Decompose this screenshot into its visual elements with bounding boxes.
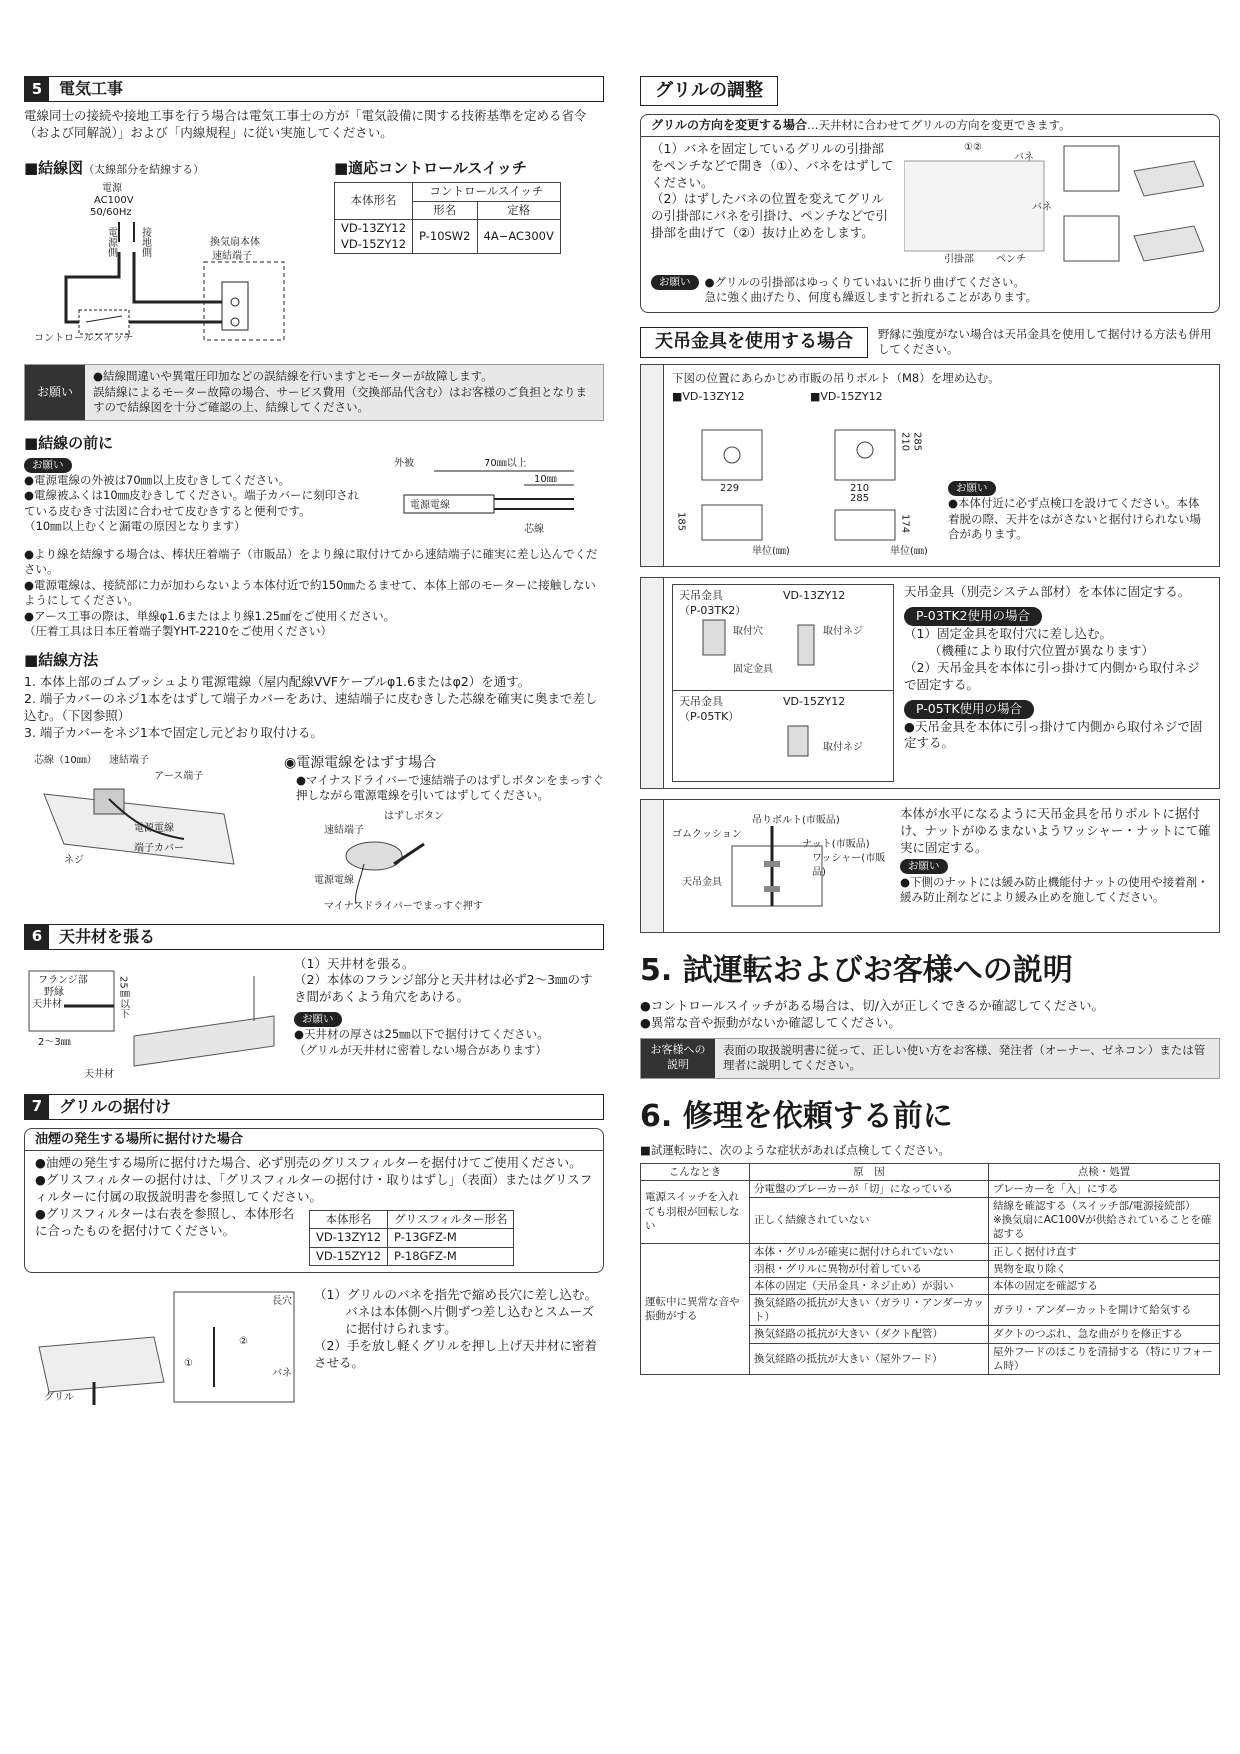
oil-row	[35, 1206, 593, 1267]
pill: P-05TK使用の場合	[904, 700, 1034, 719]
grill-adjust-heading: グリルの調整	[640, 76, 778, 106]
detail-box	[732, 846, 822, 906]
label-ceiling: 天井材	[32, 998, 62, 1010]
method-item: 3. 端子カバーをネジ1本で固定し元どおり取付ける。	[24, 724, 323, 740]
section-6-header	[24, 924, 604, 950]
dim-285b: 285	[850, 493, 870, 505]
bracket-l1: 取付ネジ	[823, 742, 863, 754]
td-cause: 換気経路の抵抗が大きい（ガラリ・アンダーカット）	[750, 1295, 989, 1326]
wiring-diagram-block	[24, 150, 314, 342]
remove-driver: マイナスドライバーでまっすぐ押す	[324, 900, 483, 912]
grill-adjust-diagram	[904, 141, 1209, 271]
label-c12: ①②	[964, 141, 982, 153]
step2-item: ●天吊金具を本体に引っ掛けて内側から取付ネジで固定する。	[904, 718, 1203, 751]
step3-text	[900, 806, 1211, 926]
right-column	[640, 76, 1220, 1375]
step-text: 下図の位置にあらかじめ市販の吊りボルト（M8）を埋め込む。	[672, 370, 1000, 385]
label-field: 野縁	[44, 986, 64, 998]
wiring-diagram	[24, 182, 314, 342]
td-action: 結線を確認する（スイッチ部/電源接続部） ※換気扇にAC100Vが供給されていることを確認する	[989, 1198, 1220, 1244]
td-action: ブレーカーを「入」にする	[989, 1180, 1220, 1197]
label-pliers: ペンチ	[996, 253, 1026, 265]
step2-item: （2）天吊金具を本体に引っ掛けて内側から取付ネジで固定する。	[904, 659, 1200, 692]
repair-intro: ■試運転時に、次のような症状があれば点検してください。	[640, 1143, 950, 1158]
hang-heading: 天吊金具を使用する場合	[640, 327, 868, 357]
td-form: P-10SW2	[413, 220, 477, 254]
th-when: こんなとき	[641, 1163, 750, 1180]
vd13-diagram	[672, 390, 802, 560]
bracket-shape	[788, 726, 808, 756]
grill-install-text	[314, 1287, 604, 1407]
td-filter: P-18GFZ-M	[388, 1247, 514, 1266]
wire	[356, 864, 364, 904]
label-hook: 引掛部	[944, 253, 974, 265]
before-item: （圧着工具は日本圧着端子製YHT-2210をご使用ください）	[24, 624, 333, 639]
th-model: 本体形名	[335, 183, 413, 220]
td-action: 本体の固定を確認する	[989, 1277, 1220, 1294]
label-washer: ワッシャー(市販品)	[812, 853, 886, 878]
repair-heading: 6. 修理を依頼する前に	[640, 1098, 953, 1134]
label-cushion: ゴムクッション	[672, 829, 742, 841]
remove-diagram	[284, 804, 604, 914]
label-flange: フランジ部	[38, 974, 88, 986]
grill-item: （2）手を放し軽くグリルを押し上げ天井材に密着させる。	[314, 1337, 597, 1370]
switch-heading: ■適応コントロールスイッチ	[334, 158, 527, 177]
th-control: コントロールスイッチ	[413, 183, 561, 202]
before-heading: ■結線の前に	[24, 433, 114, 452]
remove-wire: 電源電線	[314, 874, 354, 886]
bracket-box-1	[673, 585, 893, 691]
wiring-row	[24, 150, 604, 342]
wire-thick-2	[134, 252, 224, 302]
bracket-box-2	[673, 691, 893, 781]
grill-panel	[1134, 226, 1204, 261]
model-label: ■VD-13ZY12	[672, 390, 745, 404]
badge: お願い	[651, 275, 699, 290]
hang-step-3	[640, 799, 1220, 933]
electrical-intro: 電線同士の接続や接地工事を行う場合は電気工事士の方が「電気設備に関する技術基準を定める省令（および同解説）」および「内線規程」に従い実施してください。	[24, 108, 587, 140]
th-form: 形名	[413, 201, 477, 220]
grill-frame	[1064, 146, 1119, 191]
th-action: 点検・処置	[989, 1163, 1220, 1180]
hang-header-row	[640, 327, 1220, 358]
term-cover: 端子カバー	[134, 842, 184, 854]
step-number-bar	[641, 578, 664, 788]
dim-210b: 210	[850, 483, 870, 495]
td-model: VD-13ZY12	[310, 1229, 388, 1248]
remove-heading: ◉電源電線をはずす場合	[284, 754, 437, 771]
td-cause: 本体の固定（天吊金具・ネジ止め）が弱い	[750, 1277, 989, 1294]
dim-210a: 210	[899, 432, 911, 452]
td-cause: 換気経路の抵抗が大きい（ダクト配管）	[750, 1326, 989, 1343]
diagram-terminal: 速結端子	[212, 251, 252, 262]
td-action: 異物を取り除く	[989, 1260, 1220, 1277]
detail-panel	[904, 161, 1044, 251]
grill-adjust-item: （1）バネを固定しているグリルの引掛部をペンチなどで開き（①）、バネをはずしてください。	[651, 140, 894, 190]
oil-box	[24, 1128, 604, 1274]
grill-shape	[39, 1337, 164, 1392]
grill-adjust-text	[651, 141, 896, 271]
td-cause: 分電盤のブレーカーが「切」になっている	[750, 1180, 989, 1197]
step-number-bar	[641, 365, 664, 567]
terminal-svg	[24, 754, 274, 874]
grill-install-row	[24, 1287, 604, 1407]
ceiling-text	[294, 956, 604, 1086]
grill-note	[651, 275, 1209, 306]
section-number: 5	[25, 77, 49, 101]
oil-heading: 油煙の発生する場所に据付けた場合	[25, 1129, 603, 1152]
unit-plan	[835, 430, 895, 480]
label-sheath: 外被	[394, 457, 414, 469]
detail-box	[174, 1292, 294, 1402]
note-label: お願い	[25, 365, 85, 420]
bracket-boxes	[672, 584, 894, 782]
customer-label: お客様への 説明	[641, 1039, 715, 1078]
grill-adjust-row	[651, 141, 1209, 271]
note-line: 急に強く曲げたり、何度も繰返しますと折れることがあります。	[704, 290, 1038, 305]
td-when: 電源スイッチを入れても羽根が回転しない	[641, 1180, 750, 1243]
td-cause: 換気経路の抵抗が大きい（屋外フード）	[750, 1343, 989, 1374]
before-list-2	[24, 547, 604, 640]
label-spring-2: バネ	[1032, 201, 1052, 213]
td-action: ガラリ・アンダーカットを開けて給気する	[989, 1295, 1220, 1326]
before-item: ●アース工事の際は、単線φ1.6またはより線1.25㎟をご使用ください。	[24, 608, 396, 623]
ceiling-diagram	[24, 956, 284, 1086]
dim-285a: 285	[911, 432, 923, 452]
filter-table	[309, 1210, 514, 1267]
unit-label: 単位(㎜)	[752, 546, 790, 558]
unit-body	[134, 1016, 274, 1066]
section-7-header	[24, 1094, 604, 1120]
dim-185: 185	[675, 512, 687, 532]
customer-box	[640, 1038, 1220, 1079]
diagram-source: 電源	[102, 183, 122, 194]
method-item: 1. 本体上部のゴムブッシュより電源電線（屋内配線VVFケーブルφ1.6またはφ2）を通す。	[24, 674, 531, 690]
td-action: 屋外フードのほこりを清掃する（特にリフォーム時）	[989, 1343, 1220, 1374]
step1-note-text: ●本体付近に必ず点検口を設けてください。本体着脱の際、天井をはがさないと据付けられない場合があります。	[948, 496, 1201, 542]
table-row	[641, 1243, 1220, 1260]
bracket-model: VD-15ZY12	[783, 695, 846, 709]
diagram-freq: 50/60Hz	[90, 207, 132, 218]
vd15-diagram	[810, 390, 940, 560]
grill-note-text	[705, 275, 1038, 306]
step2-text	[904, 584, 1211, 782]
bracket-l1: 取付穴	[733, 626, 763, 638]
badge: お願い	[294, 1012, 342, 1027]
td-when: 運転中に異常な音や振動がする	[641, 1243, 750, 1374]
label-bracket: 天吊金具	[682, 877, 722, 889]
bracket-shape	[798, 625, 814, 665]
step-content	[664, 578, 1219, 788]
grill-install-diagram	[24, 1287, 304, 1407]
label-nut: ナット(市販品)	[802, 839, 870, 851]
wiring-warning	[24, 364, 604, 421]
grill-panel	[1134, 161, 1204, 196]
th-model: 本体形名	[310, 1210, 388, 1229]
oil-item: ●油煙の発生する場所に据付けた場合、必ず別売のグリスフィルターを据付けてご使用ください。	[35, 1155, 582, 1171]
bracket-shape	[703, 620, 725, 655]
th-filter: グリスフィルター形名	[388, 1210, 514, 1229]
nut	[764, 886, 780, 892]
section-title: 天井材を張る	[59, 926, 156, 946]
model-label: ■VD-15ZY12	[810, 390, 883, 404]
before-item: ●電源電線の外被は70㎜以上皮むきしてください。	[24, 472, 291, 487]
bracket-model: VD-13ZY12	[783, 589, 846, 603]
td-action: 正しく据付け直す	[989, 1243, 1220, 1260]
label-dim: 25㎜以下	[117, 975, 129, 1019]
vd15-svg	[810, 390, 940, 560]
grill-adjust-sub	[641, 115, 1219, 137]
step-content	[664, 800, 1219, 932]
before-item: （10㎜以上むくと漏電の原因となります）	[24, 519, 246, 534]
diagram-supply: 電源側	[105, 227, 117, 257]
step2-item: （1）固定金具を取付穴に差し込む。	[904, 626, 1112, 642]
section-title: 電気工事	[59, 79, 124, 99]
label-wire: 電源電線	[410, 499, 450, 511]
td-action: ダクトのつぶれ、急な曲がりを修正する	[989, 1326, 1220, 1343]
note-line: ●結線間違いや異電圧印加などの誤結線を行いますとモーターが故障します。	[93, 369, 493, 383]
ceiling-row	[24, 956, 604, 1086]
before-row	[24, 457, 604, 547]
step3-note: ●下側のナットには緩み防止機能付ナットの使用や接着剤・緩み防止剤などにより緩み止めを施してください。	[900, 874, 1209, 905]
term-earth: アース端子	[154, 770, 204, 782]
remove-text: ●マイナスドライバーで速結端子のはずしボタンをまっすぐ押しながら電源電線を引いてはずしてください。	[296, 772, 604, 803]
terminal-row	[24, 754, 604, 914]
label-spring: バネ	[1014, 151, 1034, 163]
left-column	[24, 76, 604, 1407]
section-5-header	[24, 76, 604, 102]
term-quick: 速結端子	[109, 754, 149, 766]
label-bolt: 吊りボルト(市販品)	[752, 815, 840, 827]
grill-adjust-box	[640, 114, 1220, 313]
remove-block	[284, 754, 604, 914]
grill-install-svg	[24, 1287, 304, 1407]
diagram-voltage: AC100V	[94, 195, 134, 206]
table-row	[641, 1180, 1220, 1197]
oil-item: ●グリスフィルターの据付けは、「グリスフィルターの据付け・取りはずし」（表面）またはグリスフィルターに付属の取扱説明書を参照してください。	[35, 1171, 593, 1204]
step3-lead: 本体が水平になるように天吊金具を吊りボルトに据付け、ナットがゆるまないようワッシャー・ナットにて確実に固定する。	[900, 806, 1211, 856]
section-title: グリルの据付け	[59, 1096, 172, 1116]
td-cause: 羽根・グリルに異物が付着している	[750, 1260, 989, 1277]
label-long: 長穴	[272, 1296, 292, 1308]
unit-plan	[702, 430, 762, 480]
diagram-switch: コントロールスイッチ	[34, 333, 134, 344]
hang-desc: 野縁に強度がない場合は天吊金具を使用して据付ける方法も併用してください。	[878, 326, 1212, 357]
method-item: 2. 端子カバーのネジ1本をはずして端子カバーをあけ、速結端子に皮むきした芯線を確実に奥まで差し込む。（下図参照）	[24, 691, 598, 723]
cable-diagram	[374, 457, 594, 547]
td-filter: P-13GFZ-M	[388, 1229, 514, 1248]
switch-table	[334, 182, 561, 254]
term-screw: ネジ	[64, 854, 84, 866]
step-number-bar	[641, 800, 664, 932]
badge: お願い	[900, 859, 948, 874]
diagram-unit: 換気扇本体	[210, 237, 260, 248]
unit-side	[702, 505, 762, 540]
bolt-diagram	[672, 806, 892, 926]
grill-sub-title: グリルの方向を変更する場合	[651, 118, 808, 133]
step2-item: （機種により取付穴位置が異なります）	[929, 643, 1155, 659]
th-cause: 原 因	[750, 1163, 989, 1180]
label-gap: 2〜3㎜	[38, 1036, 71, 1048]
quick-terminal	[346, 842, 402, 870]
before-item: ●より線を結線する場合は、棒状圧着端子（市販品）をより線に取付けてから速結端子に確実に差し込んでください。	[24, 546, 598, 577]
customer-text: 表面の取扱説明書に従って、正しい使い方をお客様、発注者（オーナー、ゼネコン）または管理者に説明してください。	[723, 1042, 1206, 1073]
term-core: 芯線（10㎜）	[34, 754, 97, 766]
ceiling-item: （2）本体のフランジ部分と天井材は必ず2〜3㎜のすき間があくよう角穴をあける。	[294, 972, 593, 1005]
pill: P-03TK2使用の場合	[904, 607, 1042, 626]
label-grill: グリル	[44, 1392, 74, 1404]
unit-side	[835, 510, 895, 540]
vd13-svg	[672, 390, 802, 560]
before-item: ●電源電線は、接続部に力が加わらないよう本体付近で約150㎜たるませて、本体上部のモーターに接触しないようにしてください。	[24, 577, 596, 608]
terminal	[94, 789, 124, 814]
td-models: VD-13ZY12 VD-15ZY12	[335, 220, 413, 254]
ceiling-note: （グリルが天井材に密着しない場合があります）	[294, 1042, 547, 1057]
td-cause: 正しく結線されていない	[750, 1198, 989, 1244]
grill-adjust-svg	[904, 141, 1204, 271]
cable-svg	[374, 457, 594, 547]
diagram-ground: 接地側	[139, 227, 151, 257]
section-number: 7	[25, 1095, 49, 1119]
label-c2: ②	[239, 1336, 248, 1348]
bracket-title: 天吊金具 （P-05TK）	[679, 695, 740, 724]
test-item: ●コントロールスイッチがある場合は、切/入が正しくできるか確認してください。	[640, 997, 1104, 1013]
method-heading: ■結線方法	[24, 650, 99, 669]
section-number: 6	[25, 925, 49, 949]
label-core: 芯線	[524, 523, 544, 535]
note-line: ●グリルの引掛部はゆっくりていねいに折り曲げてください。	[704, 274, 1025, 289]
remove-button-label: はずしボタン	[384, 810, 444, 822]
bracket-l2: 固定金具	[733, 664, 773, 676]
test-item: ●異常な音や振動がないか確認してください。	[640, 1014, 901, 1030]
grill-item: バネは本体側へ片側ずつ差し込むとスムーズに据付けられます。	[345, 1304, 595, 1337]
test-run-heading: 5. 試運転およびお客様への説明	[640, 953, 1073, 989]
oil-item: ●グリスフィルターは右表を参照し、本体形名に合ったものを据付けてください。	[35, 1205, 295, 1238]
before-item: ●電線被ふくは10㎜皮むきしてください。端子カバーに刻印されている皮むき寸法図に合わせて皮むきすると便利です。	[24, 488, 360, 518]
wiring-diagram-svg	[24, 182, 314, 342]
label-10: 10㎜	[534, 473, 557, 485]
td-rating: 4A−AC300V	[477, 220, 560, 254]
note-line: 誤結線によるモーター故障の場合、サービス費用（交換部品代含む）はお客様のご負担となりますので結線図を十分ご確認の上、結線してください。	[93, 384, 588, 415]
nut	[764, 861, 780, 867]
td-cause: 本体・グリルが確実に据付けられていない	[750, 1243, 989, 1260]
label-ceiling2: 天井材	[84, 1068, 114, 1080]
step-content	[664, 365, 1219, 567]
switch-block	[334, 150, 604, 342]
before-list	[24, 457, 364, 547]
step1-row	[672, 390, 1211, 560]
wiring-heading: ■結線図（太線部分を結線する）	[24, 158, 205, 177]
dim-174: 174	[899, 514, 911, 534]
step2-lead: 天吊金具（別売システム部材）を本体に固定する。	[904, 584, 1191, 600]
grill-frame	[1064, 216, 1119, 261]
hang-step-1	[640, 364, 1220, 568]
bracket-l3: 取付ネジ	[823, 626, 863, 638]
ceiling-note: ●天井材の厚さは25㎜以下で据付けてください。	[294, 1027, 549, 1042]
label-70: 70㎜以上	[484, 457, 527, 469]
grill-item: （1）グリルのバネを指先で縮め長穴に差し込む。	[314, 1287, 597, 1303]
terminal-diagram	[24, 754, 274, 874]
dim-229: 229	[720, 483, 740, 495]
bracket-title: 天吊金具 （P-03TK2）	[679, 589, 747, 618]
td-model: VD-15ZY12	[310, 1247, 388, 1266]
trouble-table	[640, 1163, 1220, 1375]
term-wire: 電源電線	[134, 822, 174, 834]
th-rating: 定格	[477, 201, 560, 220]
grill-adjust-item: （2）はずしたバネの位置を変えてグリルの引掛部にバネを引掛け、ペンチなどで引掛部を曲げて（②）抜け止めをします。	[651, 191, 889, 241]
badge: お願い	[948, 481, 996, 496]
remove-quick: 速結端子	[324, 824, 364, 836]
unit-label: 単位(㎜)	[890, 546, 928, 558]
ceiling-item: （1）天井材を張る。	[294, 955, 415, 971]
method-list	[24, 674, 604, 742]
badge: お願い	[24, 458, 72, 473]
label-spring: バネ	[272, 1368, 292, 1380]
step1-note	[948, 390, 1211, 560]
note-body	[85, 365, 603, 420]
label-c1: ①	[184, 1358, 193, 1370]
hang-step-2	[640, 577, 1220, 789]
grill-sub-note: …天井材に合わせてグリルの方向を変更できます。	[807, 118, 1071, 133]
